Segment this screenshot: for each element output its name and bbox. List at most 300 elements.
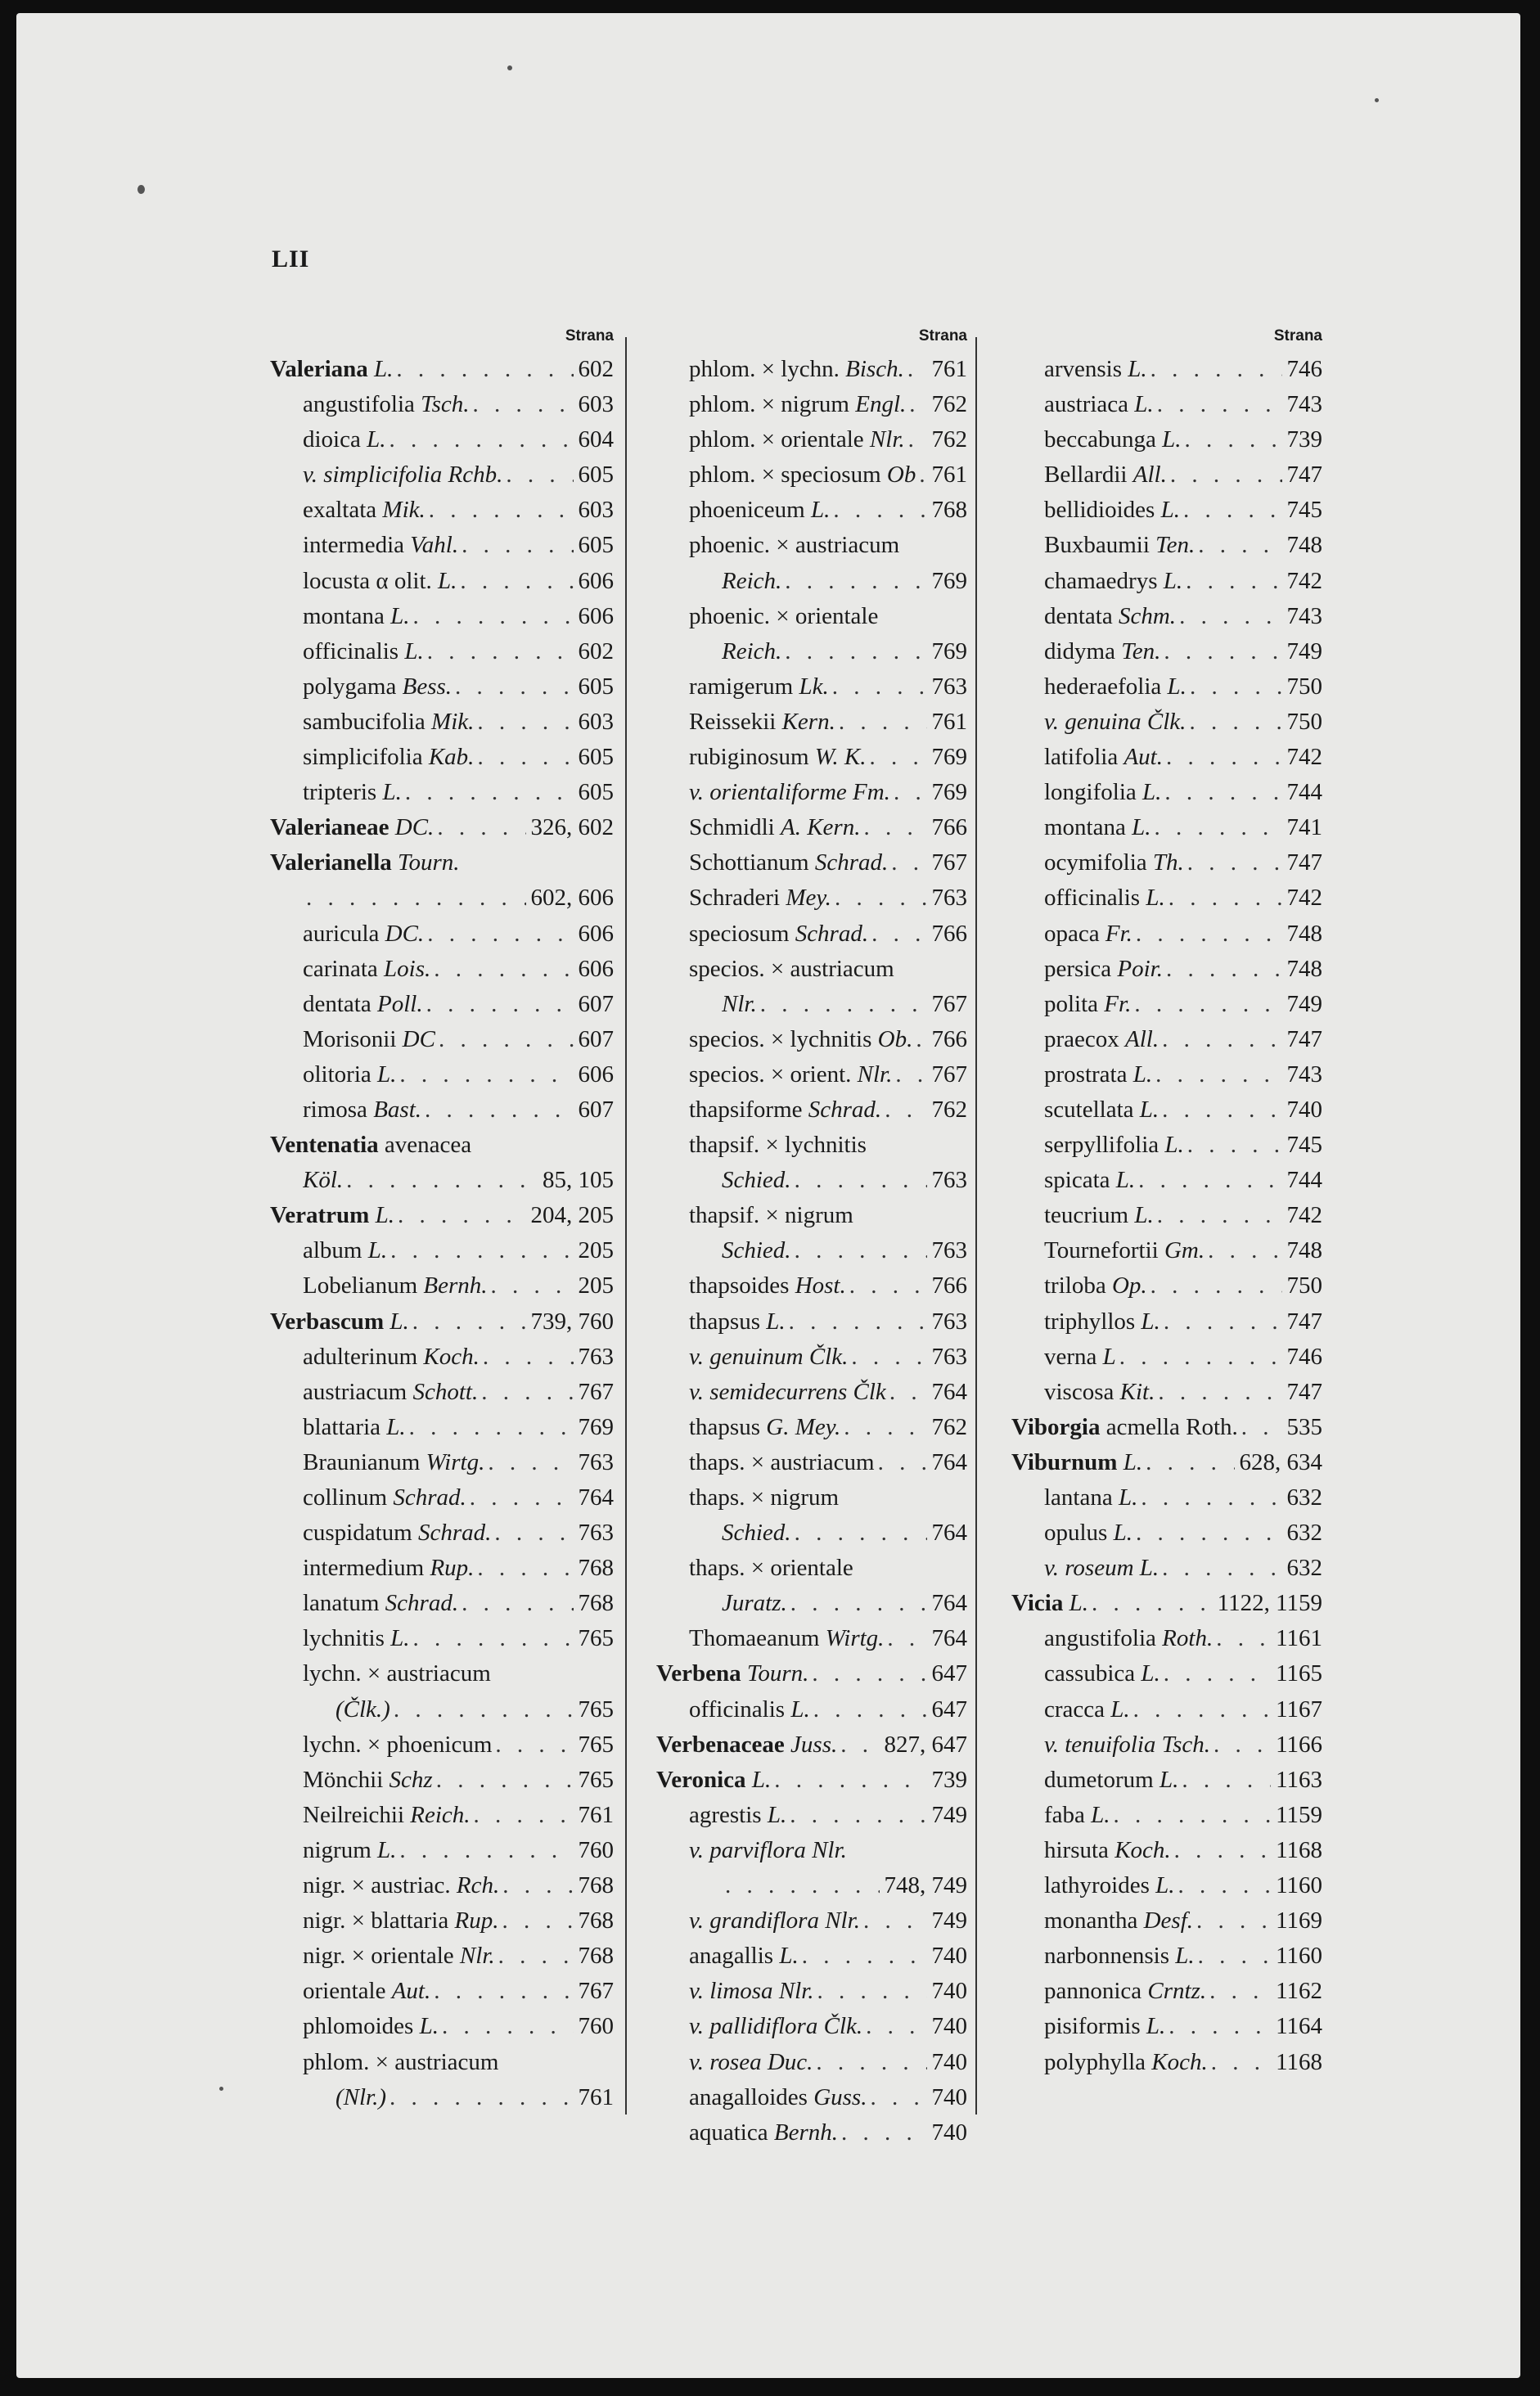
entry-name: rimosa	[303, 1096, 367, 1123]
page-number: 827, 647	[884, 1731, 967, 1758]
species-entry	[270, 1022, 614, 1057]
genus-entry	[1011, 1586, 1322, 1621]
species-entry	[656, 845, 967, 880]
dot-leader	[1176, 599, 1281, 634]
entry-authority: L.	[1164, 1132, 1184, 1159]
page-number: 605	[578, 744, 614, 771]
dot-leader	[480, 1340, 574, 1375]
entry-authority: Fr.	[1105, 920, 1132, 947]
page-number: 760	[578, 2013, 614, 2040]
dot-leader	[846, 1268, 927, 1304]
dot-leader	[886, 1375, 927, 1410]
entry-authority: Bast.	[373, 1096, 421, 1123]
entry-name: opaca	[1044, 920, 1100, 947]
entry-authority: Mik.	[382, 497, 426, 524]
page-number: 740	[931, 2013, 967, 2040]
entry-authority: Koch.	[1114, 1836, 1171, 1863]
entry-name: Schottianum	[689, 849, 809, 876]
page-number: 607	[578, 1025, 614, 1052]
dot-leader	[390, 1692, 574, 1727]
entry-name: polita	[1044, 990, 1099, 1017]
page-number: 762	[931, 391, 967, 418]
species-entry	[656, 352, 967, 387]
dot-leader	[1154, 387, 1282, 422]
entry-authority: L.	[1141, 1308, 1160, 1335]
scan-speck	[219, 2087, 223, 2091]
species-entry	[656, 1551, 967, 1621]
dot-leader	[1184, 845, 1282, 880]
page-number: 740	[931, 1943, 967, 1970]
entry-authority: Gm.	[1164, 1237, 1205, 1264]
page-number: 1122, 1159	[1217, 1590, 1322, 1617]
entry-name: praecox	[1044, 1025, 1119, 1052]
page-number: 747	[1286, 1308, 1322, 1335]
entry-name: Mönchii	[303, 1766, 384, 1793]
entry-authority: Nlr.	[812, 1836, 847, 1863]
dot-leader	[904, 352, 927, 387]
species-entry	[1011, 1621, 1322, 1656]
dot-leader	[837, 1727, 879, 1763]
entry-name: thapsif. × nigrum	[689, 1202, 853, 1229]
entry-name: orientale	[303, 1978, 386, 2005]
entry-authority: Schott.	[412, 1378, 479, 1405]
entry-name: thapsus	[689, 1308, 760, 1335]
entry-authority: Nlr.	[857, 1061, 893, 1088]
species-entry	[656, 387, 967, 422]
species-entry	[1011, 987, 1322, 1022]
entry-authority: L.	[751, 1766, 772, 1793]
species-entry	[270, 1268, 614, 1304]
dot-leader	[474, 705, 573, 740]
entry-authority: Mey.	[786, 885, 831, 912]
entry-authority: Bess.	[402, 673, 453, 700]
species-entry	[1011, 1128, 1322, 1163]
page-number: 748	[1286, 920, 1322, 947]
entry-authority: L.	[1132, 1061, 1153, 1088]
page-number: 1160	[1276, 1872, 1322, 1899]
entry-name: phoenic. × orientale	[689, 602, 879, 629]
page-number: 604	[578, 426, 614, 453]
entry-authority: Bernh.	[423, 1272, 488, 1299]
entry-name: triphyllos	[1044, 1308, 1136, 1335]
page-number: 742	[1286, 744, 1322, 771]
species-entry	[1011, 1833, 1322, 1868]
species-entry	[270, 1410, 614, 1445]
species-entry	[1011, 1516, 1322, 1551]
entry-authority: Bernh.	[773, 2119, 838, 2146]
entry-name: v. simplicifolia	[303, 462, 443, 489]
species-entry	[270, 1233, 614, 1268]
entry-authority: Ob.	[877, 1025, 913, 1052]
entry-continuation: (Nlr.)	[335, 2083, 387, 2110]
dot-leader	[1152, 1057, 1281, 1092]
species-entry	[656, 1974, 967, 2009]
entry-authority: L.	[1141, 1660, 1160, 1687]
entry-authority: Schrad.	[417, 1520, 492, 1547]
entry-name: Valerianeae	[270, 814, 390, 841]
page-number: 768	[578, 1907, 614, 1934]
species-entry	[270, 775, 614, 810]
entry-authority: Nlr.	[825, 1907, 860, 1934]
entry-authority: L.	[386, 1413, 406, 1440]
entry-name: specios. × orient.	[689, 1061, 852, 1088]
species-entry	[1011, 1198, 1322, 1233]
dot-leader	[791, 1516, 927, 1551]
dot-leader	[430, 952, 573, 987]
dot-leader	[814, 1974, 927, 2009]
dot-leader	[387, 1233, 573, 1268]
entry-authority: DC	[402, 1025, 435, 1052]
entry-authority: L.	[390, 602, 410, 629]
dot-leader	[1116, 1340, 1282, 1375]
page-number: 763	[931, 1237, 967, 1264]
page-number: 767	[578, 1378, 614, 1405]
species-entry	[270, 669, 614, 705]
dot-leader	[499, 1868, 573, 1903]
dot-leader	[838, 2115, 927, 2151]
dot-leader	[435, 1022, 574, 1057]
species-entry	[656, 1304, 967, 1340]
species-entry	[270, 422, 614, 457]
page-number: 767	[931, 990, 967, 1017]
page-number: 746	[1286, 1343, 1322, 1370]
dot-leader	[1206, 1974, 1271, 2009]
entry-name: phlomoides	[303, 2013, 414, 2040]
entry-name: ocymifolia	[1044, 849, 1147, 876]
species-entry	[656, 1022, 967, 1057]
page-number: 764	[578, 1484, 614, 1511]
entry-name: pisiformis	[1044, 2013, 1141, 2040]
entry-authority: L.	[404, 637, 424, 664]
entry-name: v. tenuifolia	[1044, 1731, 1156, 1758]
species-entry	[270, 1480, 614, 1516]
column-rule	[625, 337, 627, 2115]
dot-leader	[1165, 880, 1282, 916]
genus-entry	[656, 1727, 967, 1763]
entry-name: sambucifolia	[303, 708, 426, 735]
entry-authority: L.	[438, 567, 457, 594]
entry-name: simplicifolia	[303, 744, 423, 771]
entry-name: chamaedrys	[1044, 567, 1158, 594]
genus-entry	[270, 1304, 614, 1340]
species-entry	[1011, 1233, 1322, 1268]
page-number: 764	[931, 1448, 967, 1475]
index-column-1	[270, 327, 614, 2115]
page-number: 1168	[1276, 1836, 1322, 1863]
dot-leader	[1142, 1445, 1234, 1480]
genus-entry	[656, 1763, 967, 1798]
dot-leader	[458, 528, 573, 563]
species-entry	[1011, 705, 1322, 740]
entry-authority: L.	[779, 1943, 799, 1970]
dot-leader	[471, 1798, 574, 1833]
entry-authority: Guss.	[813, 2083, 867, 2110]
species-entry	[656, 457, 967, 493]
dot-leader	[406, 1410, 574, 1445]
entry-authority: Th.	[1152, 849, 1184, 876]
entry-name: spicata	[1044, 1167, 1110, 1194]
entry-authority: L.	[382, 779, 402, 806]
entry-authority: L.	[377, 1836, 397, 1863]
entry-authority: L	[1102, 1343, 1116, 1370]
species-entry	[656, 1340, 967, 1375]
dot-leader	[1131, 987, 1281, 1022]
entry-name: prostrata	[1044, 1061, 1128, 1088]
index-column-2	[656, 327, 967, 2151]
entry-name: nigr. × austriac.	[303, 1872, 451, 1899]
dot-leader	[1184, 1128, 1282, 1163]
dot-leader	[786, 1798, 926, 1833]
entry-authority: L.	[1128, 356, 1147, 382]
entry-name: v. genuina	[1044, 708, 1141, 735]
page-number: 742	[1286, 885, 1322, 912]
entry-name: v. semidecurrens	[689, 1378, 848, 1405]
dot-leader	[916, 457, 926, 493]
dot-leader	[867, 2080, 926, 2115]
entry-name: cracca	[1044, 1696, 1105, 1723]
page-number: 740	[931, 2083, 967, 2110]
entry-authority: L.	[1162, 426, 1182, 453]
entry-name: persica	[1044, 955, 1112, 982]
page-number: 1168	[1276, 2048, 1322, 2075]
species-entry	[270, 1551, 614, 1586]
entry-name: Thomaeanum	[689, 1625, 820, 1652]
entry-authority: Kit.	[1119, 1378, 1155, 1405]
species-entry	[656, 1833, 967, 1903]
page-number: 745	[1286, 497, 1322, 524]
species-entry	[656, 1375, 967, 1410]
entry-name: Ventenatia	[270, 1132, 379, 1159]
entry-authority: L.	[1167, 673, 1187, 700]
entry-authority: Schrad.	[385, 1590, 459, 1617]
page-number: 766	[931, 814, 967, 841]
page-number: 603	[578, 391, 614, 418]
entry-authority: L.	[374, 356, 394, 382]
dot-leader	[452, 669, 573, 705]
species-entry	[270, 387, 614, 422]
species-entry	[270, 917, 614, 952]
entry-name: angustifolia	[303, 391, 415, 418]
entry-authority: L.	[767, 1801, 787, 1828]
species-entry	[1011, 1903, 1322, 1939]
species-entry	[1011, 1798, 1322, 1833]
species-entry	[1011, 528, 1322, 563]
dot-leader	[875, 1445, 927, 1480]
species-entry	[1011, 457, 1322, 493]
entry-authority: Člk	[853, 1378, 886, 1405]
entry-authority: Nlr.	[869, 426, 905, 453]
entry-name: lychnitis	[303, 1625, 385, 1652]
species-entry	[1011, 1268, 1322, 1304]
entry-name: opulus	[1044, 1520, 1108, 1547]
entry-name: Valerianella	[270, 849, 392, 876]
page-number: 632	[1286, 1484, 1322, 1511]
page-number: 768	[578, 1555, 614, 1582]
species-entry	[1011, 1868, 1322, 1903]
page-number: 632	[1286, 1555, 1322, 1582]
page-number: 747	[1286, 1025, 1322, 1052]
dot-leader	[781, 634, 926, 669]
page-number: 632	[1286, 1520, 1322, 1547]
page-number: 1167	[1276, 1696, 1322, 1723]
dot-leader	[1193, 1903, 1271, 1939]
species-entry	[656, 740, 967, 775]
species-entry	[1011, 387, 1322, 422]
entry-name: latifolia	[1044, 744, 1119, 771]
entry-name: nigr. × orientale	[303, 1943, 454, 1970]
species-entry	[1011, 669, 1322, 705]
species-entry	[270, 2045, 614, 2115]
dot-leader	[1163, 740, 1282, 775]
column-rule	[975, 337, 977, 2115]
genus-entry	[270, 1128, 614, 1198]
dot-leader	[781, 564, 926, 599]
species-entry	[656, 1445, 967, 1480]
species-entry	[656, 810, 967, 845]
entry-name: phlom. × lychn.	[689, 356, 840, 382]
species-entry	[270, 1375, 614, 1410]
entry-name: ramigerum	[689, 673, 794, 700]
dot-leader	[458, 1586, 573, 1621]
page-number: 1159	[1276, 1801, 1322, 1828]
page-number: 602	[578, 637, 614, 664]
page-number: 739	[1286, 426, 1322, 453]
column-header: Strana	[1273, 327, 1322, 345]
dot-leader	[771, 1763, 926, 1798]
dot-leader	[912, 1022, 926, 1057]
entry-name: aquatica	[689, 2119, 768, 2146]
page-number: 768	[931, 497, 967, 524]
entry-name: auricula	[303, 920, 380, 947]
dot-leader	[433, 1763, 574, 1798]
entry-authority: L.	[1132, 814, 1151, 841]
species-entry	[1011, 1763, 1322, 1798]
page-number: 602	[578, 356, 614, 382]
entry-authority: Vahl.	[410, 532, 459, 559]
page-number: 762	[931, 1413, 967, 1440]
entry-name: Reissekii	[689, 708, 777, 735]
dot-leader	[1210, 1727, 1271, 1763]
entry-authority: Člk.	[823, 2013, 863, 2040]
page-number: 747	[1286, 1378, 1322, 1405]
species-entry	[656, 599, 967, 669]
page-number: 769	[578, 1413, 614, 1440]
scan-speck	[507, 65, 512, 70]
page-number: 766	[931, 1025, 967, 1052]
species-entry	[656, 2080, 967, 2115]
entry-name: scutellata	[1044, 1096, 1134, 1123]
dot-leader	[303, 880, 526, 916]
page-number: 605	[578, 673, 614, 700]
entry-authority: Mik.	[431, 708, 475, 735]
scan-speck	[1375, 98, 1379, 102]
dot-leader	[810, 1692, 927, 1727]
entry-name: blattaria	[303, 1413, 381, 1440]
page-number: 748	[1286, 532, 1322, 559]
page-number: 1163	[1276, 1766, 1322, 1793]
page-number: 748	[1286, 1237, 1322, 1264]
dot-leader	[491, 1516, 573, 1551]
entry-name: speciosum	[689, 920, 790, 947]
page-number: 606	[578, 920, 614, 947]
page-number: 761	[578, 2083, 614, 2110]
entry-name: Bellardii	[1044, 462, 1128, 489]
dot-leader	[423, 987, 574, 1022]
page-number: 749	[1286, 990, 1322, 1017]
dot-leader	[866, 740, 926, 775]
dot-leader	[1167, 457, 1282, 493]
entry-name: Morisonii	[303, 1025, 397, 1052]
entry-name: hederaefolia	[1044, 673, 1162, 700]
species-entry	[1011, 1022, 1322, 1057]
dot-leader	[1160, 1656, 1271, 1691]
dot-leader	[410, 599, 574, 634]
species-entry	[656, 2115, 967, 2151]
entry-name: cassubica	[1044, 1660, 1136, 1687]
page-number: 1169	[1276, 1907, 1322, 1934]
dot-leader	[393, 352, 573, 387]
dot-leader	[1147, 352, 1282, 387]
species-entry	[1011, 952, 1322, 987]
page-number: 742	[1286, 567, 1322, 594]
entry-continuation: Reich.	[722, 637, 782, 664]
dot-leader	[799, 1939, 927, 1974]
species-entry	[656, 1798, 967, 1833]
species-entry	[1011, 1656, 1322, 1691]
entry-authority: Schrad.	[795, 920, 869, 947]
dot-leader	[881, 1092, 926, 1128]
species-entry	[656, 1092, 967, 1128]
entry-name: Verbascum	[270, 1308, 385, 1335]
entry-name: officinalis	[689, 1696, 786, 1723]
entry-authority: Rup.	[430, 1555, 475, 1582]
species-entry	[270, 740, 614, 775]
page-number: 764	[931, 1625, 967, 1652]
page-number: 1162	[1276, 1978, 1322, 2005]
dot-leader	[457, 564, 573, 599]
dot-leader	[906, 387, 926, 422]
page-number: 763	[578, 1343, 614, 1370]
entry-name: beccabunga	[1044, 426, 1156, 453]
dot-leader	[396, 1057, 573, 1092]
dot-leader	[1132, 1516, 1282, 1551]
entry-name: angustifolia	[1044, 1625, 1156, 1652]
entry-name: olitoria	[303, 1061, 371, 1088]
entry-authority: Lk.	[799, 673, 829, 700]
entry-authority: L.	[367, 426, 386, 453]
dot-leader	[868, 917, 926, 952]
entry-name: collinum	[303, 1484, 388, 1511]
species-entry	[1011, 917, 1322, 952]
entry-name: agrestis	[689, 1801, 762, 1828]
dot-leader	[1147, 1268, 1282, 1304]
entry-name: montana	[1044, 814, 1126, 841]
species-entry	[1011, 1551, 1322, 1586]
dot-leader	[860, 1903, 927, 1939]
entry-authority: L.	[1113, 1520, 1132, 1547]
entry-authority: L.	[1123, 1448, 1143, 1475]
entry-authority: Host.	[795, 1272, 846, 1299]
page-number: 607	[578, 1096, 614, 1123]
dot-leader	[424, 917, 573, 952]
entry-authority: L.	[1118, 1484, 1138, 1511]
page-number: 740	[1286, 1096, 1322, 1123]
species-entry	[656, 1057, 967, 1092]
species-entry	[656, 493, 967, 528]
dot-leader	[1155, 1375, 1281, 1410]
page-number: 763	[931, 1308, 967, 1335]
dot-leader	[495, 1939, 574, 1974]
